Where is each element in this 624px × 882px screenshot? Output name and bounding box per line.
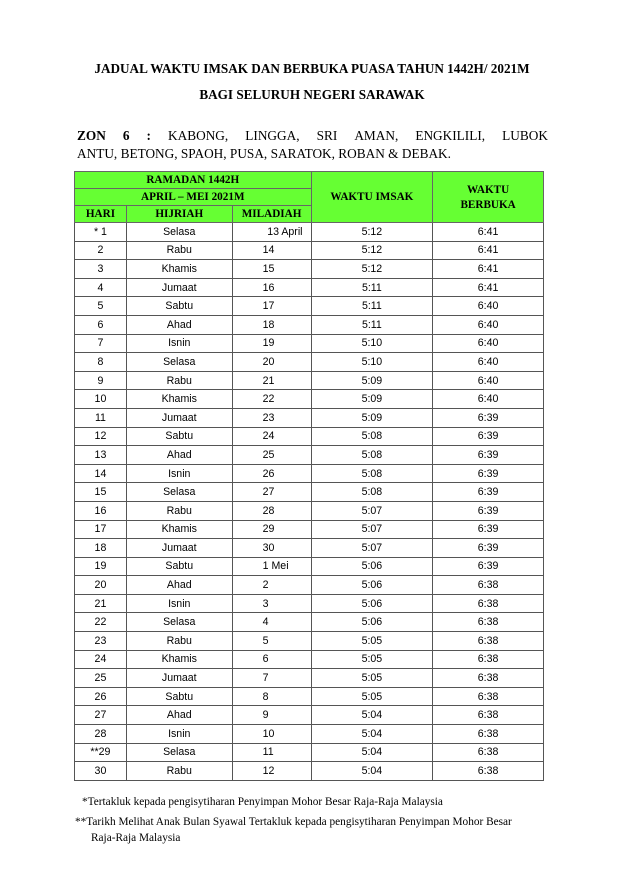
cell-berbuka: 6:41: [433, 223, 544, 242]
cell-berbuka: 6:40: [433, 371, 544, 390]
table-row: [75, 743, 544, 762]
document-subtitle: BAGI SELURUH NEGERI SARAWAK: [199, 87, 425, 102]
table-row: [75, 520, 544, 539]
cell-hari: 7: [75, 334, 127, 353]
cell-imsak: 5:12: [311, 223, 433, 242]
cell-imsak: 5:07: [311, 501, 433, 520]
cell-hari: * 1: [75, 223, 127, 242]
table-row: [75, 576, 544, 595]
cell-hijriah-day: Isnin: [126, 725, 232, 744]
cell-miladiah: 4: [232, 613, 311, 632]
table-row: [75, 408, 544, 427]
cell-miladiah: 14: [232, 241, 311, 260]
table-row: [75, 334, 544, 353]
cell-hari: 2: [75, 241, 127, 260]
cell-berbuka: 6:40: [433, 390, 544, 409]
cell-berbuka: 6:38: [433, 725, 544, 744]
cell-hijriah-day: Khamis: [126, 260, 232, 279]
cell-hijriah-day: Ahad: [126, 576, 232, 595]
cell-imsak: 5:08: [311, 427, 433, 446]
table-row: [75, 260, 544, 279]
cell-miladiah: 25: [232, 446, 311, 465]
cell-berbuka: 6:39: [433, 557, 544, 576]
cell-berbuka: 6:39: [433, 520, 544, 539]
cell-miladiah: 9: [232, 706, 311, 725]
zone-number: 6: [122, 128, 130, 143]
cell-miladiah: 7: [232, 669, 311, 688]
cell-hijriah-day: Sabtu: [126, 297, 232, 316]
cell-hijriah-day: Ahad: [126, 315, 232, 334]
cell-miladiah: 15: [232, 260, 311, 279]
header-ramadan: RAMADAN 1442H: [75, 172, 312, 189]
cell-miladiah: 17: [232, 297, 311, 316]
cell-hijriah-day: Selasa: [126, 483, 232, 502]
cell-hari: 22: [75, 613, 127, 632]
cell-hari: 9: [75, 371, 127, 390]
cell-imsak: 5:06: [311, 594, 433, 613]
header-berbuka-line2: BERBUKA: [460, 198, 516, 211]
cell-hijriah-day: Rabu: [126, 241, 232, 260]
cell-imsak: 5:04: [311, 762, 433, 781]
table-row: [75, 464, 544, 483]
cell-hijriah-day: Jumaat: [126, 278, 232, 297]
table-row: [75, 446, 544, 465]
header-berbuka: [433, 172, 544, 223]
zone-place: ENGKILILI,: [415, 128, 486, 143]
cell-hijriah-day: Jumaat: [126, 539, 232, 558]
cell-berbuka: 6:39: [433, 408, 544, 427]
cell-imsak: 5:04: [311, 725, 433, 744]
cell-berbuka: 6:38: [433, 669, 544, 688]
cell-berbuka: 6:38: [433, 743, 544, 762]
table-row: [75, 315, 544, 334]
cell-berbuka: 6:40: [433, 353, 544, 372]
zone-colon: :: [146, 128, 151, 143]
cell-imsak: 5:05: [311, 669, 433, 688]
cell-miladiah: 19: [232, 334, 311, 353]
cell-miladiah: 11: [232, 743, 311, 762]
cell-hari: 10: [75, 390, 127, 409]
cell-hijriah-day: Rabu: [126, 632, 232, 651]
header-imsak: WAKTU IMSAK: [311, 172, 433, 223]
header-miladiah: MILADIAH: [232, 206, 311, 223]
header-berbuka-line1: WAKTU: [466, 183, 510, 196]
cell-miladiah: 26: [232, 464, 311, 483]
table-row: [75, 725, 544, 744]
table-row: [75, 371, 544, 390]
table-row: [75, 390, 544, 409]
cell-imsak: 5:12: [311, 260, 433, 279]
cell-hijriah-day: Ahad: [126, 706, 232, 725]
cell-miladiah: 5: [232, 632, 311, 651]
cell-hijriah-day: Isnin: [126, 334, 232, 353]
zone-line-1: [77, 127, 548, 145]
cell-miladiah: 16: [232, 278, 311, 297]
cell-hari: 11: [75, 408, 127, 427]
cell-miladiah: 21: [232, 371, 311, 390]
cell-berbuka: 6:38: [433, 594, 544, 613]
cell-berbuka: 6:38: [433, 687, 544, 706]
table-row: [75, 483, 544, 502]
cell-miladiah: 30: [232, 539, 311, 558]
cell-imsak: 5:08: [311, 446, 433, 465]
zone-place: SRI: [316, 128, 338, 143]
cell-miladiah: 6: [232, 650, 311, 669]
cell-imsak: 5:09: [311, 371, 433, 390]
cell-berbuka: 6:40: [433, 315, 544, 334]
cell-imsak: 5:06: [311, 613, 433, 632]
zone-label: ZON: [77, 128, 106, 143]
cell-berbuka: 6:41: [433, 278, 544, 297]
table-row: [75, 632, 544, 651]
cell-hari: 18: [75, 539, 127, 558]
zone-place: KABONG,: [168, 128, 229, 143]
cell-hijriah-day: Selasa: [126, 743, 232, 762]
cell-imsak: 5:09: [311, 390, 433, 409]
header-hari: HARI: [75, 206, 127, 223]
cell-berbuka: 6:38: [433, 632, 544, 651]
cell-hari: 27: [75, 706, 127, 725]
cell-berbuka: 6:39: [433, 427, 544, 446]
cell-imsak: 5:06: [311, 557, 433, 576]
table-row: [75, 650, 544, 669]
cell-imsak: 5:05: [311, 687, 433, 706]
cell-hijriah-day: Selasa: [126, 353, 232, 372]
cell-berbuka: 6:38: [433, 762, 544, 781]
cell-hijriah-day: Ahad: [126, 446, 232, 465]
cell-hijriah-day: Jumaat: [126, 408, 232, 427]
cell-berbuka: 6:41: [433, 260, 544, 279]
cell-hari: 26: [75, 687, 127, 706]
table-row: [75, 353, 544, 372]
cell-berbuka: 6:38: [433, 613, 544, 632]
table-row: [75, 427, 544, 446]
cell-berbuka: 6:38: [433, 576, 544, 595]
cell-imsak: 5:07: [311, 539, 433, 558]
zone-place: AMAN,: [354, 128, 399, 143]
cell-berbuka: 6:39: [433, 501, 544, 520]
cell-hari: 3: [75, 260, 127, 279]
cell-miladiah: 3: [232, 594, 311, 613]
cell-hari: 19: [75, 557, 127, 576]
cell-berbuka: 6:40: [433, 334, 544, 353]
cell-hijriah-day: Rabu: [126, 762, 232, 781]
cell-miladiah: 28: [232, 501, 311, 520]
cell-imsak: 5:05: [311, 650, 433, 669]
cell-hari: 5: [75, 297, 127, 316]
cell-hijriah-day: Isnin: [126, 594, 232, 613]
cell-miladiah: 18: [232, 315, 311, 334]
cell-hari: 15: [75, 483, 127, 502]
header-months: APRIL – MEI 2021M: [75, 189, 312, 206]
cell-imsak: 5:10: [311, 334, 433, 353]
table-row: [75, 557, 544, 576]
zone-line-2: ANTU, BETONG, SPAOH, PUSA, SARATOK, ROBAN & DEBAK.: [77, 146, 451, 161]
table-row: [75, 539, 544, 558]
cell-hari: 25: [75, 669, 127, 688]
cell-hari: 16: [75, 501, 127, 520]
cell-miladiah: 8: [232, 687, 311, 706]
cell-hijriah-day: Sabtu: [126, 557, 232, 576]
zone-description: [77, 127, 548, 163]
cell-imsak: 5:11: [311, 315, 433, 334]
cell-miladiah: 20: [232, 353, 311, 372]
cell-berbuka: 6:40: [433, 297, 544, 316]
cell-miladiah: 22: [232, 390, 311, 409]
cell-berbuka: 6:39: [433, 446, 544, 465]
cell-hijriah-day: Khamis: [126, 650, 232, 669]
cell-imsak: 5:12: [311, 241, 433, 260]
cell-imsak: 5:04: [311, 706, 433, 725]
cell-miladiah: 23: [232, 408, 311, 427]
cell-hari: 13: [75, 446, 127, 465]
cell-hijriah-day: Selasa: [126, 223, 232, 242]
cell-hari: 17: [75, 520, 127, 539]
cell-berbuka: 6:38: [433, 650, 544, 669]
table-row: [75, 669, 544, 688]
cell-hijriah-day: Khamis: [126, 520, 232, 539]
cell-hari: 4: [75, 278, 127, 297]
cell-hari: 14: [75, 464, 127, 483]
cell-hijriah-day: Rabu: [126, 371, 232, 390]
cell-hijriah-day: Khamis: [126, 390, 232, 409]
cell-imsak: 5:07: [311, 520, 433, 539]
table-row: [75, 706, 544, 725]
cell-imsak: 5:08: [311, 464, 433, 483]
cell-miladiah: 2: [232, 576, 311, 595]
cell-berbuka: 6:39: [433, 539, 544, 558]
cell-miladiah: 12: [232, 762, 311, 781]
cell-hari: 12: [75, 427, 127, 446]
cell-berbuka: 6:39: [433, 483, 544, 502]
footnote-1: *Tertakluk kepada pengisytiharan Penyimpan Mohor Besar Raja-Raja Malaysia: [82, 796, 443, 808]
cell-hijriah-day: Jumaat: [126, 669, 232, 688]
cell-berbuka: 6:39: [433, 464, 544, 483]
table-row: [75, 223, 544, 242]
table-row: [75, 297, 544, 316]
cell-hijriah-day: Sabtu: [126, 427, 232, 446]
cell-imsak: 5:09: [311, 408, 433, 427]
cell-hari: 21: [75, 594, 127, 613]
header-hijriah: HIJRIAH: [126, 206, 232, 223]
cell-miladiah: 27: [232, 483, 311, 502]
cell-imsak: 5:11: [311, 297, 433, 316]
cell-hari: 28: [75, 725, 127, 744]
table-row: [75, 241, 544, 260]
footnote-2-continued: Raja-Raja Malaysia: [91, 832, 181, 844]
cell-miladiah: 29: [232, 520, 311, 539]
cell-imsak: 5:11: [311, 278, 433, 297]
cell-miladiah: 10: [232, 725, 311, 744]
schedule-table: [74, 171, 544, 781]
table-row: [75, 501, 544, 520]
table-row: [75, 762, 544, 781]
cell-berbuka: 6:38: [433, 706, 544, 725]
cell-miladiah: 24: [232, 427, 311, 446]
table-row: [75, 594, 544, 613]
cell-miladiah: 13 April: [232, 223, 311, 242]
cell-hari: 24: [75, 650, 127, 669]
cell-imsak: 5:08: [311, 483, 433, 502]
cell-berbuka: 6:41: [433, 241, 544, 260]
cell-hijriah-day: Rabu: [126, 501, 232, 520]
footnote-2: **Tarikh Melihat Anak Bulan Syawal Tertakluk kepada pengisytiharan Penyimpan Mohor Besar: [75, 816, 512, 828]
cell-imsak: 5:05: [311, 632, 433, 651]
cell-imsak: 5:06: [311, 576, 433, 595]
zone-place: LUBOK: [502, 128, 548, 143]
document-title: JADUAL WAKTU IMSAK DAN BERBUKA PUASA TAHUN 1442H/ 2021M: [94, 61, 530, 76]
cell-hari: 6: [75, 315, 127, 334]
cell-hari: 20: [75, 576, 127, 595]
zone-place: LINGGA,: [245, 128, 300, 143]
cell-imsak: 5:04: [311, 743, 433, 762]
table-row: [75, 278, 544, 297]
cell-hari: 23: [75, 632, 127, 651]
cell-imsak: 5:10: [311, 353, 433, 372]
cell-hari: 8: [75, 353, 127, 372]
table-row: [75, 613, 544, 632]
cell-hijriah-day: Sabtu: [126, 687, 232, 706]
cell-hari: 30: [75, 762, 127, 781]
cell-hijriah-day: Isnin: [126, 464, 232, 483]
cell-hari: **29: [75, 743, 127, 762]
cell-hijriah-day: Selasa: [126, 613, 232, 632]
table-row: [75, 687, 544, 706]
cell-miladiah: 1 Mei: [232, 557, 311, 576]
